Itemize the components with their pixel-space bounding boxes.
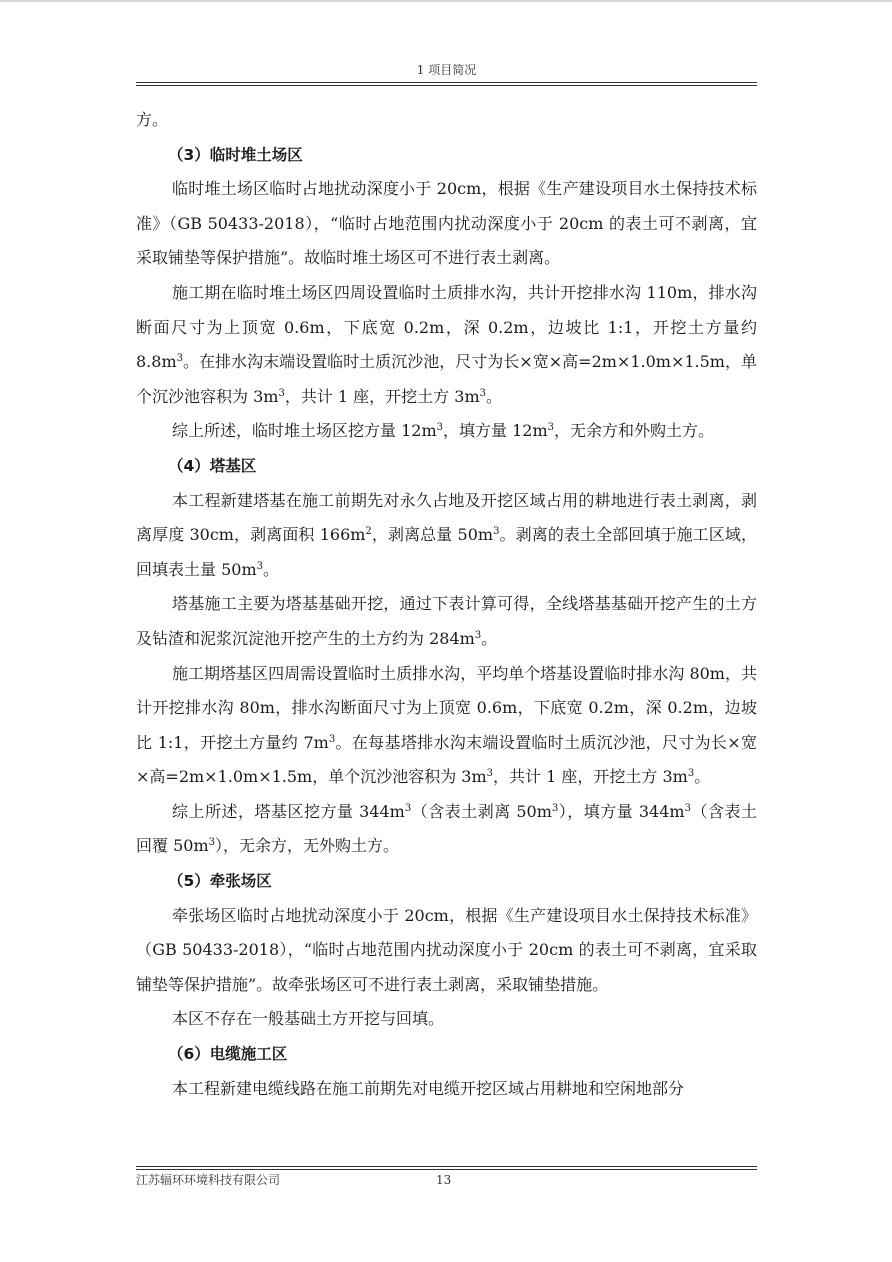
- footer-rule: [136, 1169, 757, 1170]
- paragraph: 本工程新建塔基在施工前期先对永久占地及开挖区域占用的耕地进行表土剥离，剥离厚度 30cm，剥离面积 $166m^2$，剥离总量 $50m^3$。剥离的表土全部回填于施工区域，回填表土量 $50m^3$。: [136, 490, 757, 579]
- paragraph: 本工程新建电缆线路在施工前期先对电缆开挖区域占用耕地和空闲地部分: [172, 1078, 685, 1098]
- paragraph: 牵张场区临时占地扰动深度小于 20cm，根据《生产建设项目水土保持技术标准》（GB 50433-2018），“临时占地范围内扰动深度小于 20cm 的表土可不剥离，宜采取铺垫等保护措施”。故牵张场区可不进行表土剥离，采取铺垫措施。: [136, 905, 757, 994]
- paragraph: 施工期在临时堆土场区四周设置临时土质排水沟，共计开挖排水沟 110m，排水沟断面尺寸为上顶宽 0.6m，下底宽 0.2m，深 0.2m，边坡比 1:1，开挖土方量约 $8.8m^3$。在排水沟末端设置临时土质沉沙池，尺寸为长×宽×高=2m×1.0m×1.5m，单个沉沙池容积为 $3m^3$，共计 1 座，开挖土方 $3m^3$。: [136, 282, 757, 406]
- top-border: [0, 0, 892, 2]
- paragraph: 临时堆土场区临时占地扰动深度小于 20cm，根据《生产建设项目水土保持技术标准》（GB 50433-2018），“临时占地范围内扰动深度小于 20cm 的表土可不剥离，宜采取铺垫等保护措施”。故临时堆土场区可不进行表土剥离。: [136, 179, 757, 268]
- page-number: 13: [436, 1173, 452, 1187]
- section-heading: （6）电缆施工区: [168, 1045, 288, 1064]
- paragraph: 综上所述，临时堆土场区挖方量 $12m^3$，填方量 $12m^3$，无余方和外购土方。: [172, 421, 715, 441]
- body-text: [136, 103, 757, 1106]
- page-header: 1 项目简况: [416, 63, 477, 77]
- footer-company: 江苏辐环环境科技有限公司: [136, 1173, 281, 1187]
- header-rule: [136, 82, 757, 83]
- paragraph: 塔基施工主要为塔基基础开挖，通过下表计算可得，全线塔基基础开挖产生的土方及钻渣和泥浆沉淀池开挖产生的土方约为 $284m^3$。: [136, 594, 757, 648]
- paragraph: 本区不存在一般基础土方开挖与回填。: [172, 1009, 445, 1029]
- section-heading: （3）临时堆土场区: [168, 145, 303, 164]
- paragraph: 施工期塔基区四周需设置临时土质排水沟，平均单个塔基设置临时排水沟 80m，共计开挖排水沟 80m，排水沟断面尺寸为上顶宽 0.6m，下底宽 0.2m，深 0.2m，边坡比 1:1，开挖土方量约 $7m^3$。在每基塔排水沟末端设置临时土质沉沙池，尺寸为长×宽×高=2m×1.0m×1.5m，单个沉沙池容积为 $3m^3$，共计 1 座，开挖土方 $3m^3$。: [136, 663, 757, 787]
- footer-rule: [136, 1166, 757, 1167]
- section-heading: （4）塔基区: [168, 456, 257, 475]
- paragraph: 综上所述，塔基区挖方量 $344m^3$（含表土剥离 $50m^3$），填方量 $344m^3$（含表土回覆 $50m^3$），无余方，无外购土方。: [136, 801, 757, 856]
- section-heading: （5）牵张场区: [168, 872, 272, 891]
- header-rule: [136, 85, 757, 86]
- paragraph: 方。: [136, 110, 169, 129]
